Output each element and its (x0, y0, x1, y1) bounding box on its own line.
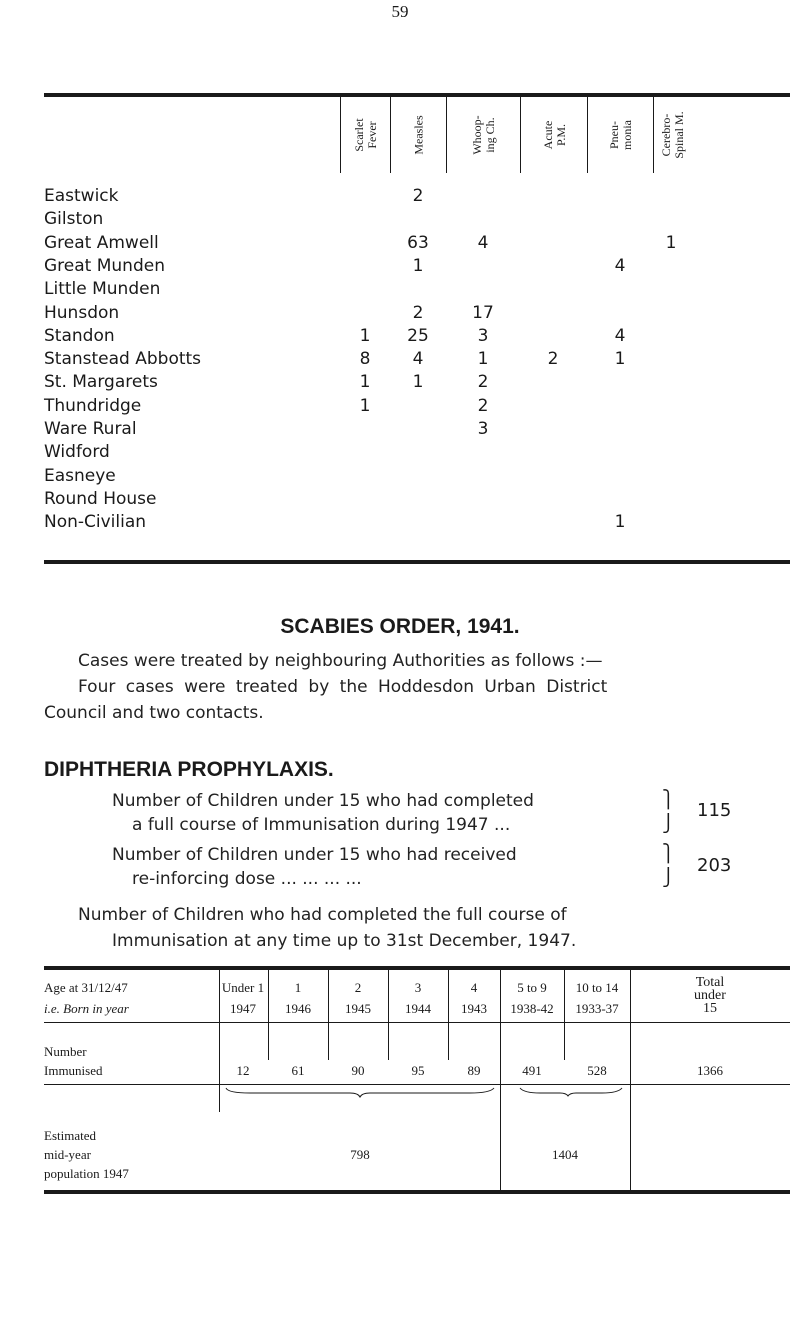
cell-value: 25 (407, 325, 429, 346)
header-acute-pm: Acute P.M. (520, 97, 588, 173)
diphtheria-note-line1: Number of Children who had completed the full course of (78, 905, 567, 925)
col-4-top: 4 (470, 980, 478, 995)
district-name: Standon (44, 325, 115, 346)
district-name: Thundridge (44, 395, 142, 416)
col-under1-bottom: 1947 (230, 1001, 256, 1016)
table-row (44, 186, 790, 208)
cell-value: 1 (359, 395, 371, 416)
col-3-top: 3 (414, 980, 422, 995)
total-under-15-label: Total under 15 (694, 975, 726, 1016)
born-in-year-label: i.e. Born in year (44, 1001, 129, 1016)
table-row (44, 512, 790, 534)
immunised-under1: 12 (236, 1063, 250, 1078)
table-row (44, 442, 790, 464)
immunisation-table (44, 966, 790, 1220)
header-scarlet-fever: Scarlet Fever (340, 97, 391, 173)
population-5-to-14: 1404 (552, 1147, 578, 1162)
table-row (44, 419, 790, 441)
table-row (44, 256, 790, 278)
diphtheria-item2-value: 203 (697, 855, 732, 876)
cell-value: 2 (477, 372, 489, 393)
immunised-2: 90 (351, 1063, 365, 1078)
header-measles: Measles (390, 97, 447, 173)
diphtheria-item2-line1: Number of Children under 15 who had received (112, 845, 517, 865)
cell-value: 4 (614, 325, 626, 346)
population-braces (220, 1086, 630, 1100)
diphtheria-item1-value: 115 (697, 800, 732, 821)
cell-value: 2 (412, 302, 424, 323)
immunised-10to14: 528 (587, 1063, 607, 1078)
disease-header-row (44, 97, 790, 173)
cell-value: 2 (477, 395, 489, 416)
cell-value: 1 (614, 349, 626, 370)
population-under-5: 798 (350, 1147, 370, 1162)
table-bottom-rule (44, 560, 790, 564)
table-row (44, 303, 790, 325)
table-row (44, 326, 790, 348)
cell-value: 1 (359, 325, 371, 346)
table-row (44, 396, 790, 418)
table-row (44, 489, 790, 511)
diphtheria-item1-line1: Number of Children under 15 who had completed (112, 791, 534, 811)
scabies-line-1: Cases were treated by neighbouring Authorities as follows :— (78, 651, 603, 671)
col-3-bottom: 1944 (405, 1001, 431, 1016)
district-name: Easneye (44, 465, 116, 486)
immunised-label-2: Immunised (44, 1063, 103, 1078)
district-name: Widford (44, 442, 110, 463)
col-5to9-top: 5 to 9 (517, 980, 547, 995)
district-name: St. Margarets (44, 372, 158, 393)
cell-value: 1 (477, 349, 489, 370)
col-4-bottom: 1943 (461, 1001, 487, 1016)
im-top-rule (44, 966, 790, 970)
population-label-3: population 1947 (44, 1166, 129, 1181)
col-1-bottom: 1946 (285, 1001, 311, 1016)
cell-value: 1 (665, 232, 677, 253)
population-label-1: Estimated (44, 1128, 96, 1143)
immunised-label-1: Number (44, 1044, 87, 1059)
cell-value: 3 (477, 325, 489, 346)
table-row (44, 279, 790, 301)
district-name: Eastwick (44, 186, 119, 206)
cell-value: 63 (407, 232, 429, 253)
brace-1: ⎫ ⎭ (662, 790, 675, 834)
table-row (44, 209, 790, 231)
cell-value: 1 (412, 372, 424, 393)
district-name: Round House (44, 488, 157, 509)
cell-value: 8 (359, 349, 371, 370)
diphtheria-heading: DIPHTHERIA PROPHYLAXIS. (44, 758, 334, 781)
col-10to14-bottom: 1933-37 (575, 1001, 619, 1016)
district-name: Ware Rural (44, 419, 137, 439)
cell-value: 1 (359, 372, 371, 393)
immunised-5to9: 491 (522, 1063, 542, 1078)
district-name: Great Amwell (44, 232, 159, 253)
cell-value: 4 (477, 232, 489, 253)
immunised-4: 89 (467, 1063, 481, 1078)
table-row (44, 349, 790, 371)
table-row (44, 372, 790, 394)
cell-value: 4 (614, 255, 626, 276)
district-name: Gilston (44, 209, 104, 230)
immunised-total: 1366 (697, 1063, 723, 1078)
district-name: Stanstead Abbotts (44, 349, 202, 370)
col-2-bottom: 1945 (345, 1001, 371, 1016)
cell-value: 4 (412, 349, 424, 370)
col-1-top: 1 (294, 980, 302, 995)
population-label-2: mid-year (44, 1147, 91, 1162)
cell-value: 1 (412, 255, 424, 276)
col-5to9-bottom: 1938-42 (510, 1001, 554, 1016)
im-bottom-rule (44, 1190, 790, 1194)
header-whooping-cough: Whoop- ing Ch. (446, 97, 521, 173)
age-label: Age at 31/12/47 (44, 980, 128, 995)
table-row (44, 233, 790, 255)
scabies-line-3: Council and two contacts. (44, 703, 264, 723)
district-name: Little Munden (44, 279, 161, 300)
immunised-1: 61 (291, 1063, 305, 1078)
header-cerebro-spinal: Cerebro- Spinal M. (653, 97, 691, 173)
district-name: Hunsdon (44, 302, 120, 323)
cell-value: 17 (472, 302, 494, 323)
cell-value: 1 (614, 512, 626, 533)
immunised-3: 95 (411, 1063, 425, 1078)
cell-value: 3 (477, 419, 489, 439)
table-row (44, 466, 790, 488)
header-pneumonia: Pneu- monia (587, 97, 654, 173)
col-under1-top: Under 1 (221, 980, 265, 995)
scabies-heading: SCABIES ORDER, 1941. (280, 615, 520, 638)
diphtheria-note-line2: Immunisation at any time up to 31st December, 1947. (112, 931, 577, 951)
district-name: Non-Civilian (44, 512, 147, 533)
cell-value: 2 (412, 186, 424, 206)
col-10to14-top: 10 to 14 (575, 980, 619, 995)
page-number: 59 (391, 2, 409, 21)
district-name: Great Munden (44, 255, 165, 276)
cell-value: 2 (547, 349, 559, 370)
diphtheria-item1-line2: a full course of Immunisation during 1947 ... (132, 815, 511, 835)
col-2-top: 2 (354, 980, 362, 995)
diphtheria-item2-line2: re-inforcing dose ... ... ... ... (132, 869, 362, 889)
brace-2: ⎫ ⎭ (662, 844, 675, 888)
scabies-line-2: Four cases were treated by the Hoddesdon Urban District (78, 677, 608, 697)
